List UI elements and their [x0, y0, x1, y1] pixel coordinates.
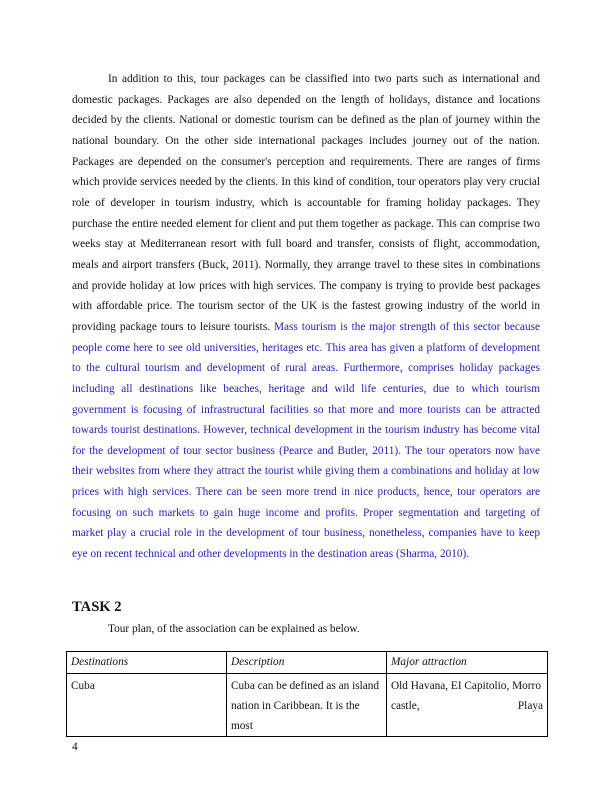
table-row — [67, 674, 548, 737]
body-paragraph — [72, 69, 540, 565]
page-number: 4 — [72, 741, 78, 753]
task-intro: Tour plan, of the association can be explained as below. — [108, 623, 360, 635]
table-header-row — [67, 652, 548, 674]
task-heading: TASK 2 — [72, 599, 122, 615]
cell-attraction: Old Havana, EI Capitolio, Morro castle, Playa — [387, 674, 548, 737]
tour-plan-table — [66, 651, 548, 737]
header-description: Description — [227, 652, 387, 674]
header-destinations: Destinations — [67, 652, 227, 674]
cell-description: Cuba can be defined as an island nation in Caribbean. It is the most — [227, 674, 387, 737]
paragraph-text-blue: Mass tourism is the major strength of this sector because people come here to see old universities, heritages etc. This area has given a platform of development to the cultural tourism and development of rural areas. Furthermore, comprises holiday packages including all destinations like beaches, heritage and wild life centuries, due to which tourism government is focusing of infrastructural facilities so that more and more tourists can be attracted towards tourist destinations. However, technical development in the tourism industry has become vital for the development of tour sector business (Pearce and Butler, 2011). The tour operators now have their websites from where they attract the tourist while giving them a combinations and holiday at low prices with high services. There can be seen more trend in nice products, hence, tour operators are focusing on such markets to gain huge income and profits. Proper segmentation and targeting of market play a crucial role in the development of tour business, nonetheless, companies have to keep eye on recent technical and other developments in the destination areas (Sharma, 2010). — [72, 320, 541, 561]
paragraph-text-black: In addition to this, tour packages can be classified into two parts such as international and domestic packages. Packages are also depended on the length of holidays, distance and locations decided by the clients. National or domestic tourism can be defined as the plan of journey within the national boundary. On the other side international packages includes journey out of the nation. Packages are depended on the consumer's perception and requirements. There are ranges of firms which provide services needed by the clients. In this kind of condition, tour operators play very crucial role of developer in tourism industry, which is accountable for framing holiday packages. They purchase the entire needed element for client and put them together as package. This can comprise two weeks stay at Mediterranean resort with full board and transfer, consists of flight, accommodation, meals and airport transfers (Buck, 2011). Normally, they arrange travel to these sites in combinations and provide holiday at low prices with high services. The company is trying to provide best packages with affordable price. The tourism sector of the UK is the fastest growing industry of the world in providing package tours to leisure tourists. — [72, 73, 540, 333]
header-major-attraction: Major attraction — [387, 652, 548, 674]
cell-destination: Cuba — [67, 674, 227, 737]
